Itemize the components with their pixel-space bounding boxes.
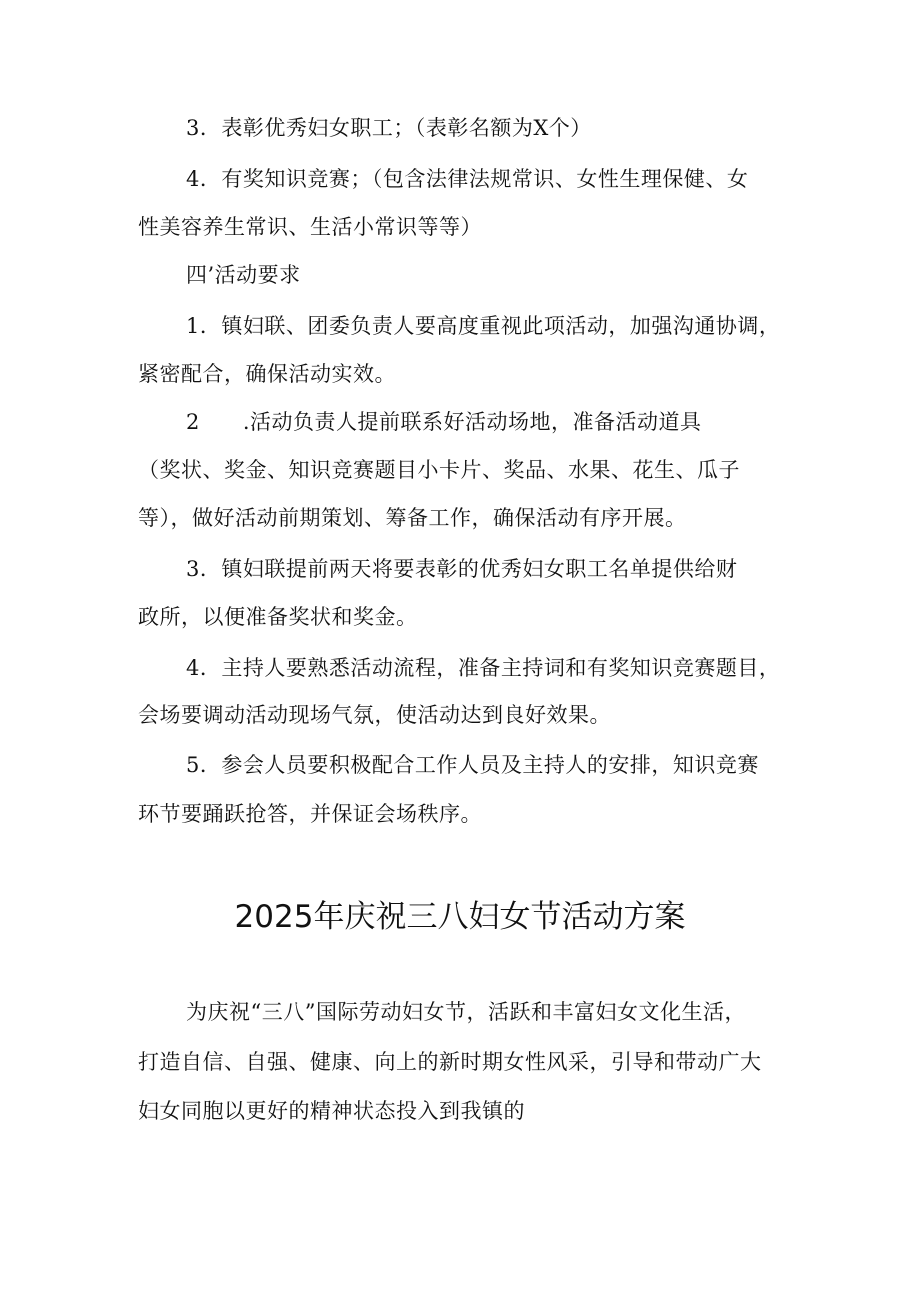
activity-item-4-line-1: 4．有奖知识竞赛；（包含法律法规常识、女性生理保健、女: [186, 167, 749, 191]
activity-item-3: 3．表彰优秀妇女职工；（表彰名额为X个）: [186, 116, 592, 140]
requirement-5-line-1: 5．参会人员要积极配合工作人员及主持人的安排，知识竞赛: [186, 753, 759, 777]
requirement-2-line-3: 等），做好活动前期策划、筹备工作，确保活动有序开展。: [138, 506, 687, 530]
intro-line-3: 妇女同胞以更好的精神状态投入到我镇的: [138, 1099, 525, 1123]
requirement-4-line-1: 4．主持人要熟悉活动流程，准备主持词和有奖知识竞赛题目，: [186, 656, 781, 680]
requirement-2-line-1: 2 .活动负责人提前联系好活动场地，准备活动道具: [186, 410, 702, 434]
requirement-3-line-1: 3．镇妇联提前两天将要表彰的优秀妇女职工名单提供给财: [186, 557, 738, 581]
intro-line-1: 为庆祝“三八”国际劳动妇女节，活跃和丰富妇女文化生活，: [186, 1000, 746, 1024]
requirement-1-line-1: 1．镇妇联、团委负责人要高度重视此项活动，加强沟通协调，: [186, 314, 781, 338]
requirement-4-line-2: 会场要调动活动现场气氛，使活动达到良好效果。: [138, 703, 611, 727]
requirement-2-line-2: （奖状、奖金、知识竞赛题目小卡片、奖品、水果、花生、瓜子: [138, 458, 740, 482]
requirement-3-line-2: 政所，以便准备奖状和奖金。: [138, 605, 418, 629]
intro-line-2: 打造自信、自强、健康、向上的新时期女性风采，引导和带动广大: [138, 1050, 762, 1074]
requirement-1-line-2: 紧密配合，确保活动实效。: [138, 362, 396, 386]
section-heading-requirements: 四’活动要求: [186, 263, 301, 287]
document-title: 2025年庆祝三八妇女节活动方案: [234, 899, 686, 935]
requirement-5-line-2: 环节要踊跃抢答，并保证会场秩序。: [138, 802, 482, 826]
activity-item-4-line-2: 性美容养生常识、生活小常识等等）: [138, 215, 482, 239]
